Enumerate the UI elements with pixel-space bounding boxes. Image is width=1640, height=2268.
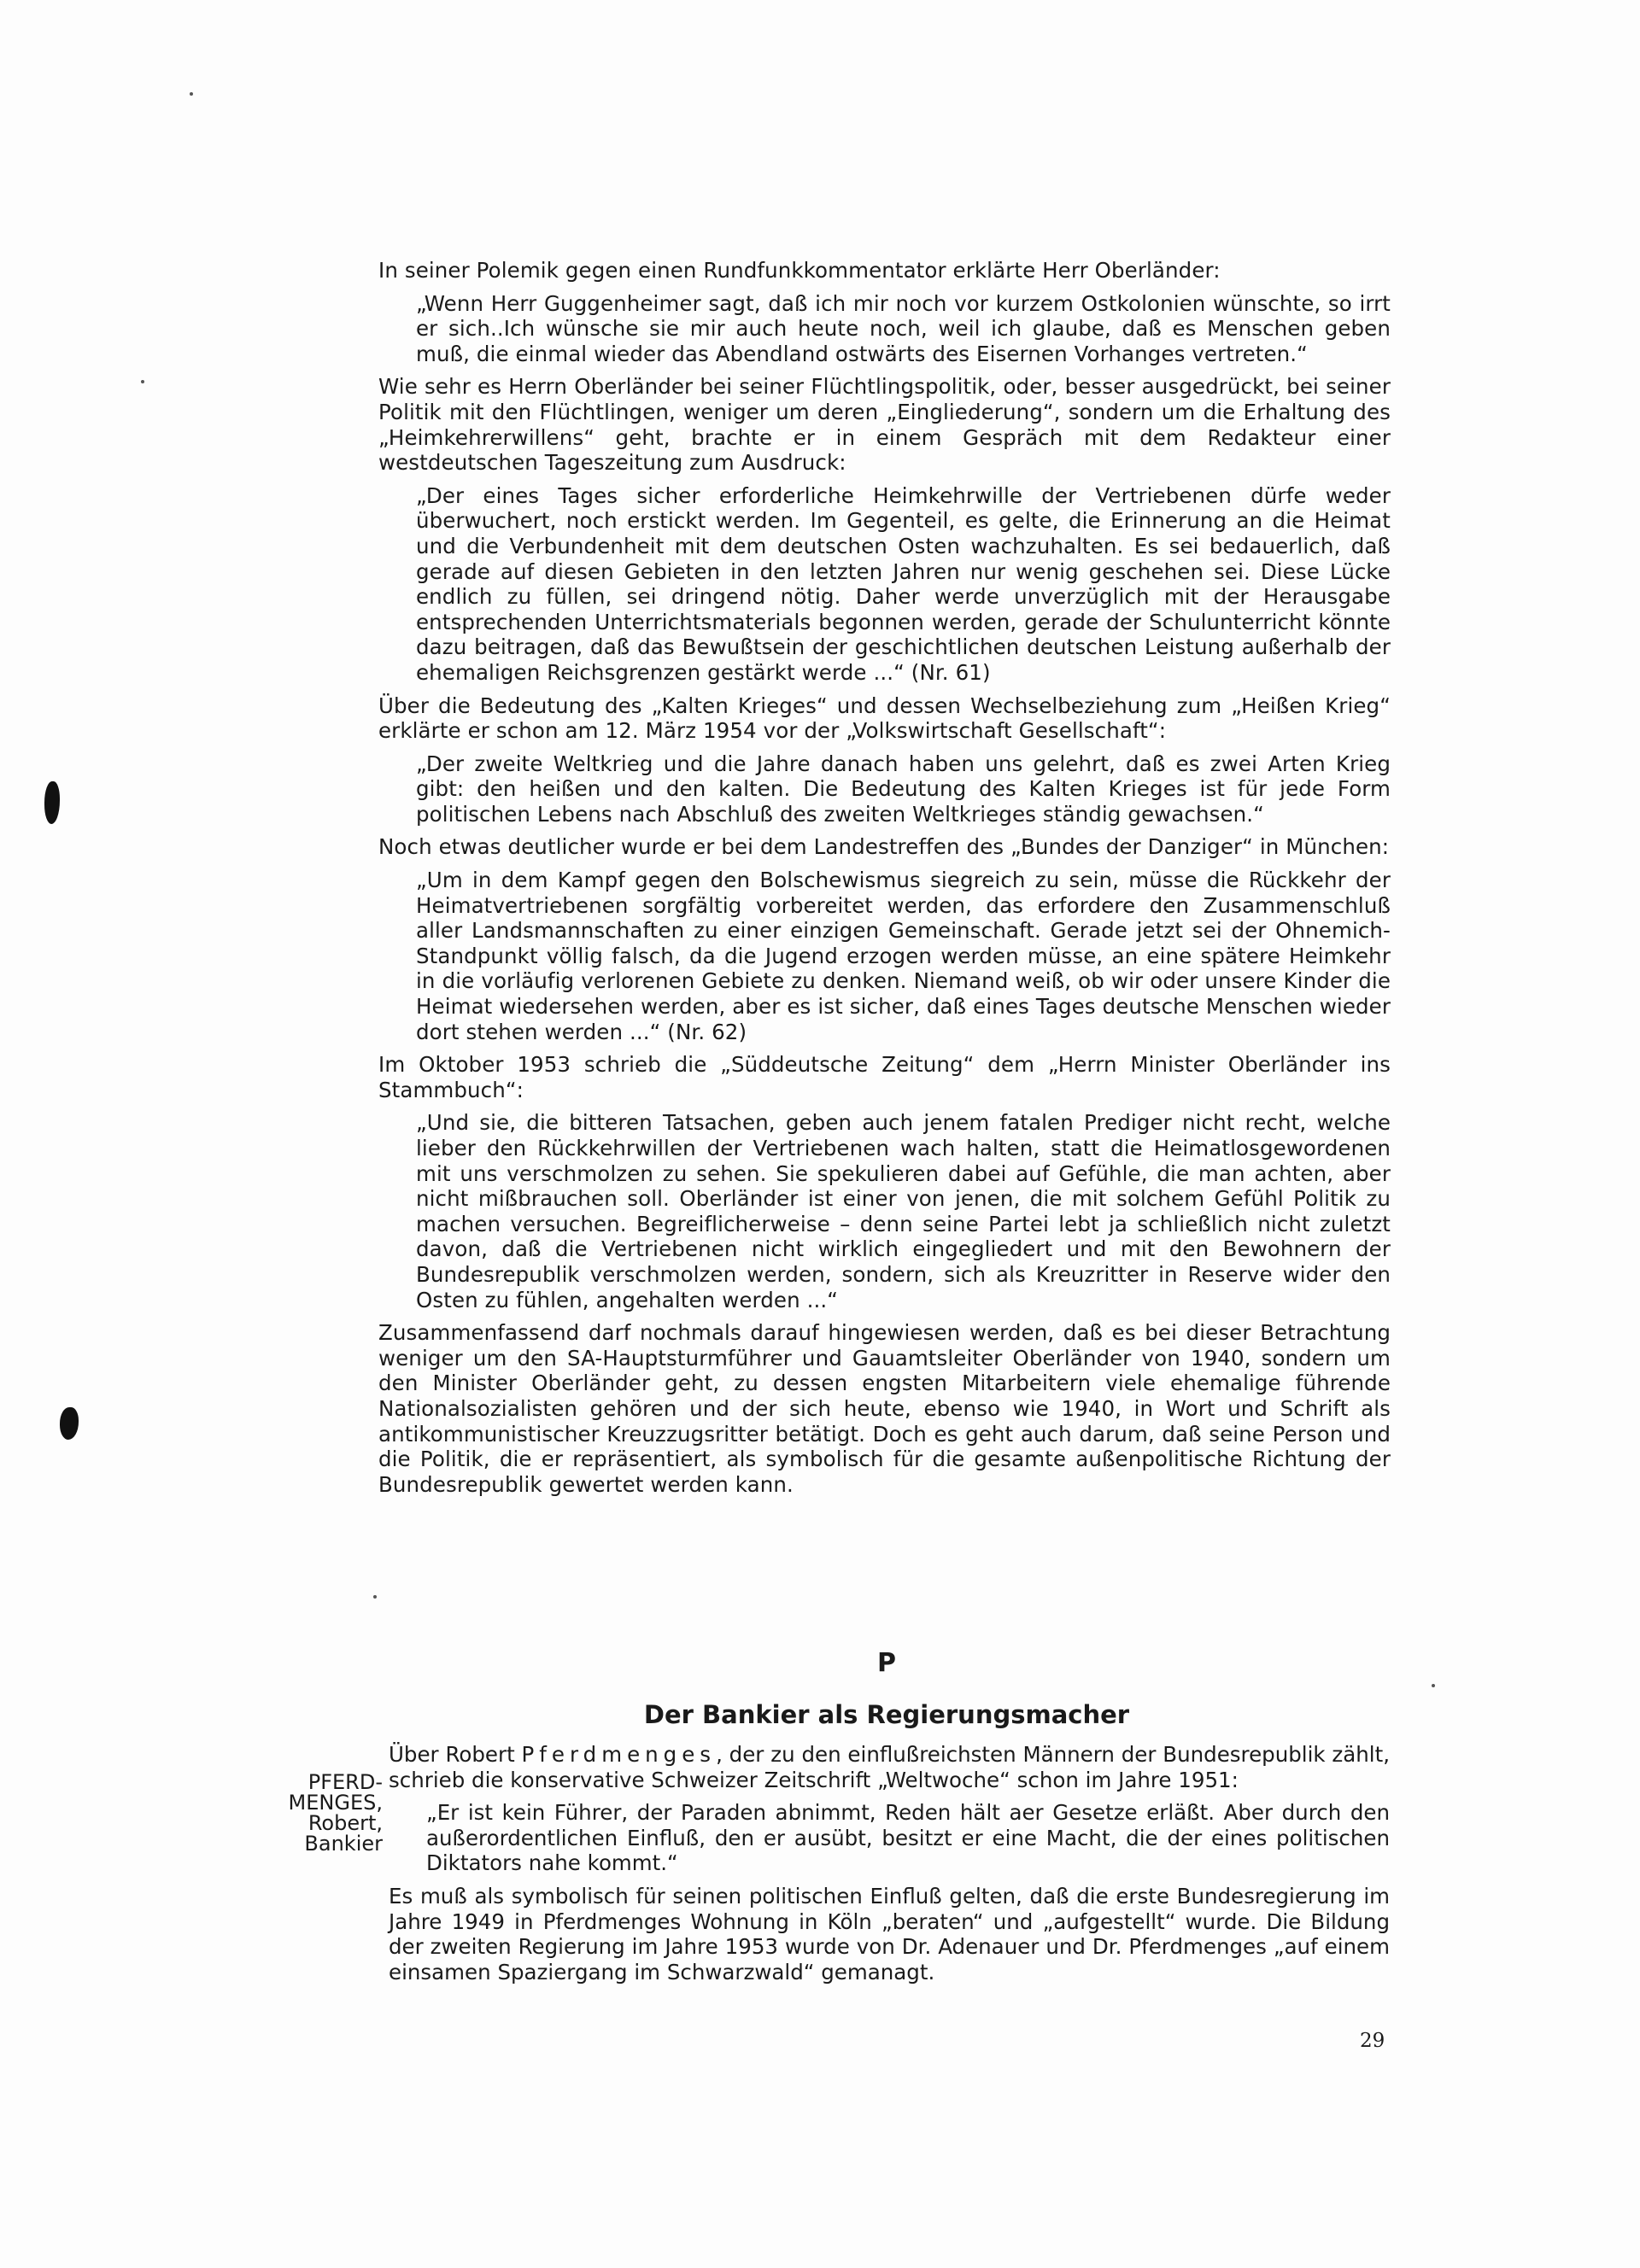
margin-note-line: PFERD- [308,1770,383,1794]
quotation: „Und sie, die bitteren Tatsachen, geben auch jenem fatalen Prediger nicht recht, welche lieber den Rückkehrwillen der Vertriebenen wach halten, statt die Heimatlosgewordenen mit uns verschmolzen zu sehen. Sie spekulieren dabei auf Gefühle, die man achten, aber nicht mißbrauchen soll. Oberländer ist einer von jenen, die mit solchem Gefühl Politik zu machen versuchen. Begreiflicherweise – denn seine Partei lebt ja schließlich nicht zuletzt davon, daß die Vertriebenen nicht wirklich eingegliedert und mit den Bewohnern der Bundesrepublik verschmolzen werden, sondern, sich als Kreuzritter in Reserve wider den Osten zu fühlen, angehalten werden ...“ [416,1110,1391,1312]
article-body [378,258,1391,1505]
ink-blot [60,1407,79,1440]
paragraph: Zusammenfassend darf nochmals darauf hingewiesen werden, daß es bei dieser Betrachtung weniger um den SA-Hauptsturmführer und Gauamtsleiter Oberländer von 1940, sondern um den Minister Oberländer geht, zu dessen engsten Mitarbeitern viele ehemalige führende Nationalsozialisten gehören und der sich heute, ebenso wie 1940, in Wort und Schrift als antikommunistischer Kreuzzugsritter betätigt. Doch es geht auch darum, daß seine Person und die Politik, die er repräsentiert, als symbolisch für die gesamte außenpolitische Richtung der Bundesrepublik gewertet werden kann. [378,1320,1391,1497]
section-title: Der Bankier als Regierungsmacher [643,1700,1130,1729]
quotation: „Er ist kein Führer, der Paraden abnimmt, Reden hält aer Gesetze erläßt. Aber durch den außerordentlichen Einfluß, den er ausübt, besitzt er eine Macht, die der eines politischen Diktators nahe kommt.“ [426,1800,1390,1876]
text-run: Über Robert [389,1742,522,1767]
section-letter: P [877,1648,896,1678]
text-run: , der zu den einflußreichsten Männern der Bundesrepublik zählt, schrieb die konservative Schweizer Zeitschrift „Weltwoche“ schon im Jahre 1951: [389,1742,1391,1792]
quotation: „Um in dem Kampf gegen den Bolschewismus siegreich zu sein, müsse die Rückkehr der Heimatvertriebenen sorgfältig vorbereitet werden, das erfordere den Zusammenschluß aller Landsmannschaften zu einer einzigen Gemeinschaft. Gerade jetzt sei der Ohnemich-Standpunkt völlig falsch, da die Jugend erzogen werden müsse, an eine spätere Heimkehr in die vorläufig verlorenen Gebiete zu denken. Niemand weiß, ob wir oder unsere Kinder die Heimat wiedersehen werden, aber es ist sicher, daß eines Tages deutsche Menschen wieder dort stehen werden ...“ (Nr. 62) [416,868,1391,1044]
margin-note-line: Bankier [304,1832,383,1856]
paragraph: In seiner Polemik gegen einen Rundfunkkommentator erklärte Herr Oberländer: [378,258,1221,283]
quotation: „Der zweite Weltkrieg und die Jahre danach haben uns gelehrt, daß es zwei Arten Krieg gibt: den heißen und den kalten. Die Bedeutung des Kalten Krieges ist für jede Form politischen Lebens nach Abschluß des zweiten Weltkrieges ständig gewachsen.“ [416,751,1391,827]
margin-note [282,1772,383,1854]
paragraph [389,1742,1390,1792]
quotation: „Wenn Herr Guggenheimer sagt, daß ich mir noch vor kurzem Ostkolonien wünschte, so irrt er sich..Ich wünsche sie mir auch heute noch, weil ich glaube, daß es Menschen geben muß, die einmal wieder das Abendland ostwärts des Eisernen Vorhanges vertreten.“ [416,290,1391,366]
section-body [389,1742,1390,1992]
spaced-name: Pferdmenges [521,1742,717,1767]
margin-note-line: MENGES, [288,1791,383,1815]
quotation: „Der eines Tages sicher erforderliche Heimkehrwille der Vertriebenen dürfe weder überwuchert, noch erstickt werden. Im Gegenteil, es gelte, die Erinnerung an die Heimat und die Verbundenheit mit dem deutschen Osten wachzuhalten. Es sei bedauerlich, daß gerade auf diesen Gebieten in den letzten Jahren nur wenig geschehen sei. Diese Lücke endlich zu füllen, sei dringend nötig. Daher werde unverzüglich mit der Herausgabe entsprechenden Unterrichtsmaterials begonnen werden, gerade der Schulunterricht könnte dazu beitragen, daß das Bewußtsein der geschichtlichen deutschen Leistung außerhalb der ehemaligen Reichsgrenzen gestärkt werde ...“ (Nr. 61) [416,482,1391,685]
paragraph: Es muß als symbolisch für seinen politischen Einfluß gelten, daß die erste Bundesregierung im Jahre 1949 in Pferdmenges Wohnung in Köln „beraten“ und „aufgestellt“ wurde. Die Bildung der zweiten Regierung im Jahre 1953 wurde von Dr. Adenauer und Dr. Pferdmenges „auf einem einsamen Spaziergang im Schwarzwald“ gemanagt. [389,1883,1390,1984]
speck [141,380,144,383]
margin-note-line: Robert, [308,1811,383,1835]
paragraph: Über die Bedeutung des „Kalten Krieges“ und dessen Wechselbeziehung zum „Heißen Krieg“ erklärte er schon am 12. März 1954 vor der „Volkswirtschaft Gesellschaft“: [378,693,1391,744]
paragraph: Noch etwas deutlicher wurde er bei dem Landestreffen des „Bundes der Danziger“ in München: [378,834,1390,860]
speck [1432,1684,1435,1687]
page-number: 29 [1360,2030,1385,2052]
paragraph: Wie sehr es Herrn Oberländer bei seiner Flüchtlingspolitik, oder, besser ausgedrückt, bei seiner Politik mit den Flüchtlingen, weniger um deren „Eingliederung“, sondern um die Erhaltung des „Heimkehrerwillens“ geht, brachte er in einem Gespräch mit dem Redakteur einer westdeutschen Tageszeitung zum Ausdruck: [378,374,1391,476]
speck [190,92,193,96]
paragraph: Im Oktober 1953 schrieb die „Süddeutsche Zeitung“ dem „Herrn Minister Oberländer ins Stammbuch“: [378,1052,1391,1102]
ink-blot [44,781,60,824]
speck [373,1595,377,1599]
